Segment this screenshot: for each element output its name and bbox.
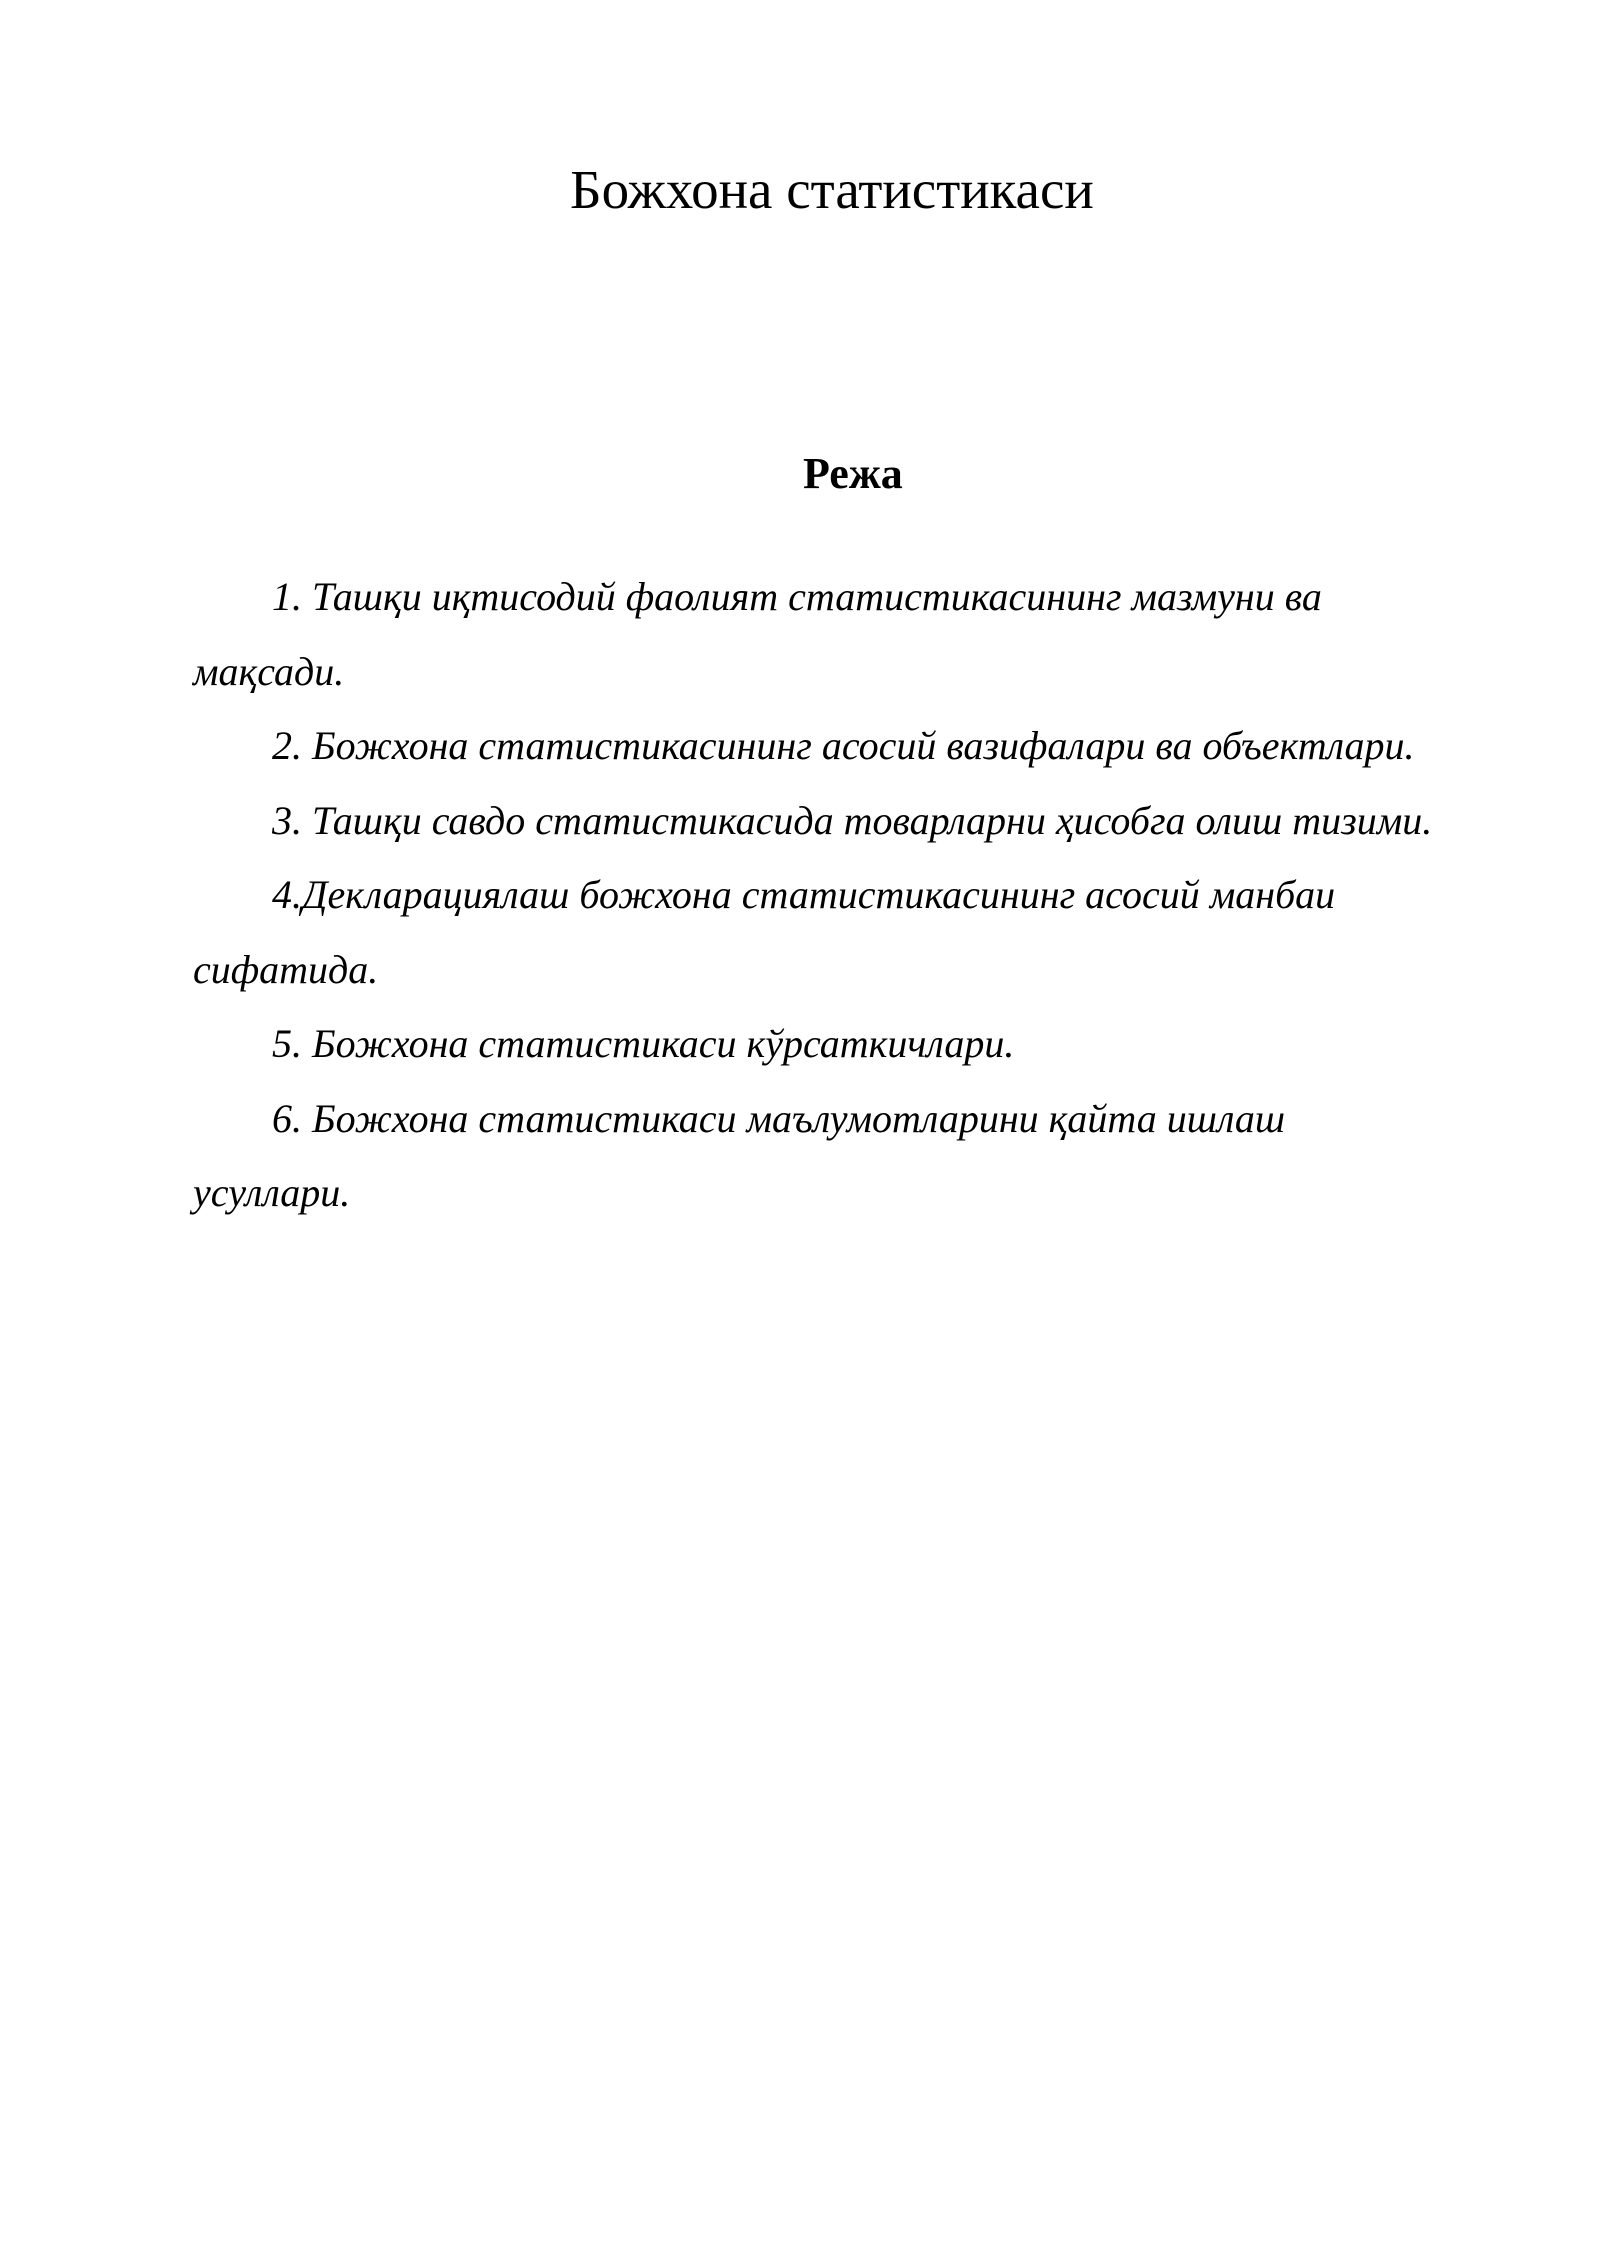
plan-item-3: 3. Ташқи савдо статистикасида товарларни ҳисобга олиш тизими. — [272, 797, 1433, 843]
plan-item-6: 6. Божхона статистикаси маълумотларини қайта ишлаш усуллари. — [193, 1095, 1286, 1215]
plan-heading: Режа — [803, 449, 903, 498]
plan-item-2: 2. Божхона статистикасининг асосий вазифалари ва объектлари. — [272, 723, 1415, 768]
plan-item-4: 4.Декларациялаш божхона статистикасининг асосий манбаи сифатида. — [193, 872, 1336, 992]
document-title: Божхона статистикаси — [570, 159, 1094, 220]
plan-item-5: 5. Божхона статистикаси кўрсаткичлари. — [272, 1021, 1015, 1066]
plan-list — [193, 560, 1443, 1231]
plan-item-1: 1. Ташқи иқтисодий фаолият статистикасининг мазмуни ва мақсади. — [193, 574, 1322, 694]
